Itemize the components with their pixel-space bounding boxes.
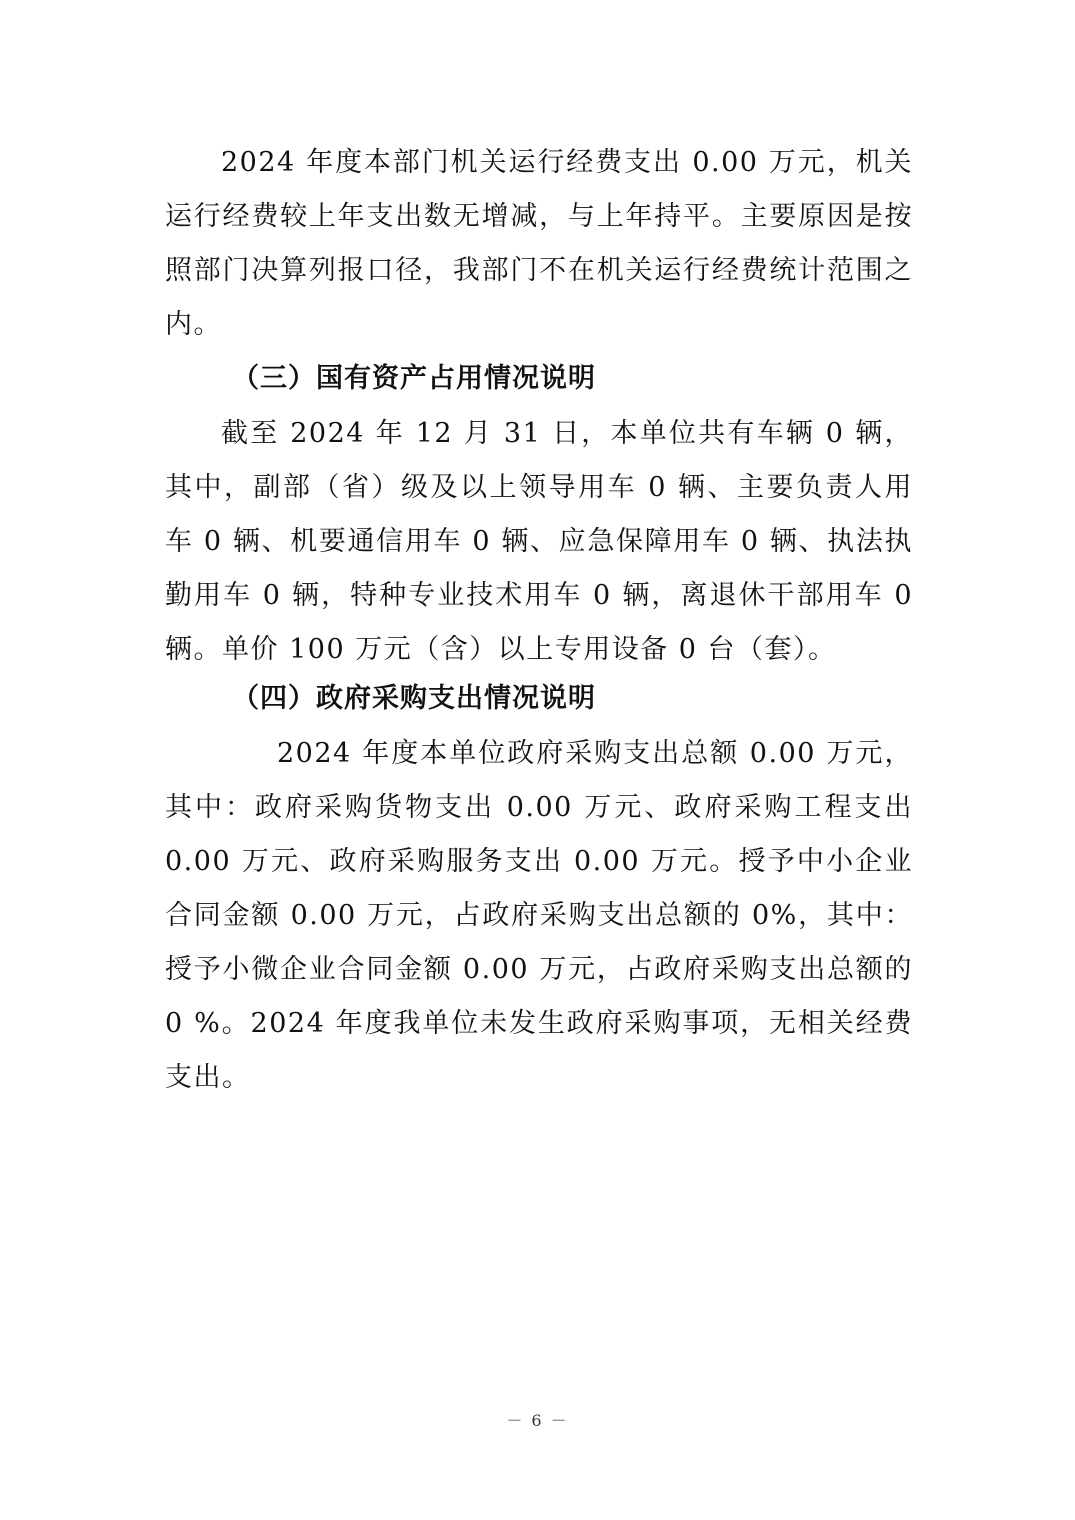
section-heading-state-assets: （三）国有资产占用情况说明 xyxy=(232,363,596,394)
page-number: － 6 － xyxy=(506,1411,569,1430)
paragraph-state-assets: 截至 2024 年 12 月 31 日，本单位共有车辆 0 辆，其中，副部（省）级及以上领导用车 0 辆、主要负责人用车 0 辆、机要通信用车 0 辆、应急保障用车 0 辆、执法执勤用车 0 辆，特种专业技术用车 0 辆，离退休干部用车 0 辆。单价 100 万元（含）以上专用设备 0 台（套）。 xyxy=(165,418,913,665)
section-heading-government-procurement: （四）政府采购支出情况说明 xyxy=(232,683,596,714)
paragraph-government-procurement: 2024 年度本单位政府采购支出总额 0.00 万元，其中：政府采购货物支出 0.00 万元、政府采购工程支出 0.00 万元、政府采购服务支出 0.00 万元。授予中小企业合同金额 0.00 万元，占政府采购支出总额的 0%，其中：授予小微企业合同金额 0.00 万元，占政府采购支出总额的 0 %。2024 年度我单位未发生政府采购事项，无相关经费支出。 xyxy=(165,738,913,1093)
paragraph-operating-expenses: 2024 年度本部门机关运行经费支出 0.00 万元，机关运行经费较上年支出数无增减，与上年持平。主要原因是按照部门决算列报口径，我部门不在机关运行经费统计范围之内。 xyxy=(165,147,913,340)
